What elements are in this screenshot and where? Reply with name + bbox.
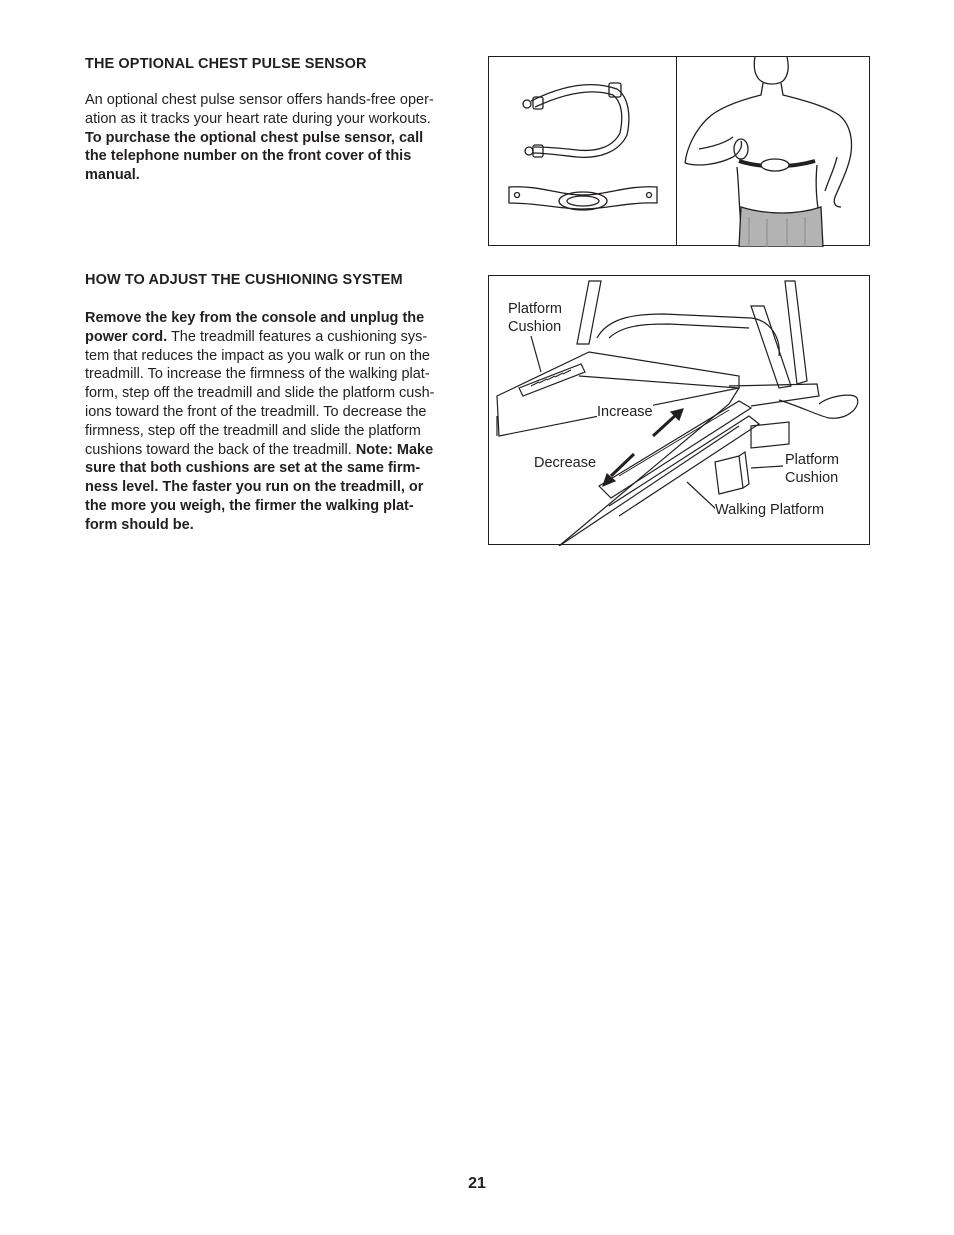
cushioning-system-paragraph — [85, 309, 465, 535]
section-heading-chest-pulse-sensor: THE OPTIONAL CHEST PULSE SENSOR — [85, 56, 367, 72]
label-decrease: Decrease — [534, 455, 597, 471]
text-line: form, step off the treadmill and slide the platform cush- — [85, 385, 435, 402]
chest-strap-illustration — [488, 56, 677, 246]
label-increase: Increase — [597, 404, 653, 420]
text-line: manual. — [85, 167, 140, 184]
label-platform-cushion-left: Platform Cushion — [508, 301, 562, 335]
text-line: the more you weigh, the firmer the walking plat- — [85, 497, 414, 514]
text-line: An optional chest pulse sensor offers hands-free oper- — [85, 92, 434, 108]
text-line: cushions toward the back of the treadmill. Note: Make — [85, 441, 434, 458]
text-line: ness level. The faster you run on the treadmill, or — [85, 479, 424, 496]
text-line: power cord. The treadmill features a cushioning sys- — [85, 328, 428, 345]
text-line: form should be. — [85, 516, 194, 533]
person-wearing-chest-strap-illustration — [676, 56, 870, 246]
chest-pulse-sensor-paragraph — [85, 91, 465, 185]
label-walking-platform: Walking Platform — [715, 502, 825, 518]
page-number: 21 — [468, 1175, 486, 1192]
text-line: ions toward the front of the treadmill. To decrease the — [85, 403, 427, 420]
text-line: ation as it tracks your heart rate during your workouts. — [85, 110, 431, 127]
label-platform-cushion-right: Platform Cushion — [785, 452, 839, 486]
text-line: sure that both cushions are set at the same firm- — [85, 460, 421, 477]
person-drawing — [677, 57, 871, 247]
text-line: To purchase the optional chest pulse sensor, call — [85, 129, 424, 146]
cushioning-system-diagram — [488, 275, 870, 545]
text-line: firmness, step off the treadmill and slide the platform — [85, 422, 421, 439]
text-line: Remove the key from the console and unplug the — [85, 310, 425, 326]
text-line: tem that reduces the impact as you walk or run on the — [85, 347, 430, 364]
chest-strap-drawing — [489, 57, 678, 247]
text-line: the telephone number on the front cover of this — [85, 148, 412, 165]
section-heading-cushioning-system: HOW TO ADJUST THE CUSHIONING SYSTEM — [85, 272, 403, 288]
text-line: treadmill. To increase the firmness of the walking plat- — [85, 366, 430, 383]
